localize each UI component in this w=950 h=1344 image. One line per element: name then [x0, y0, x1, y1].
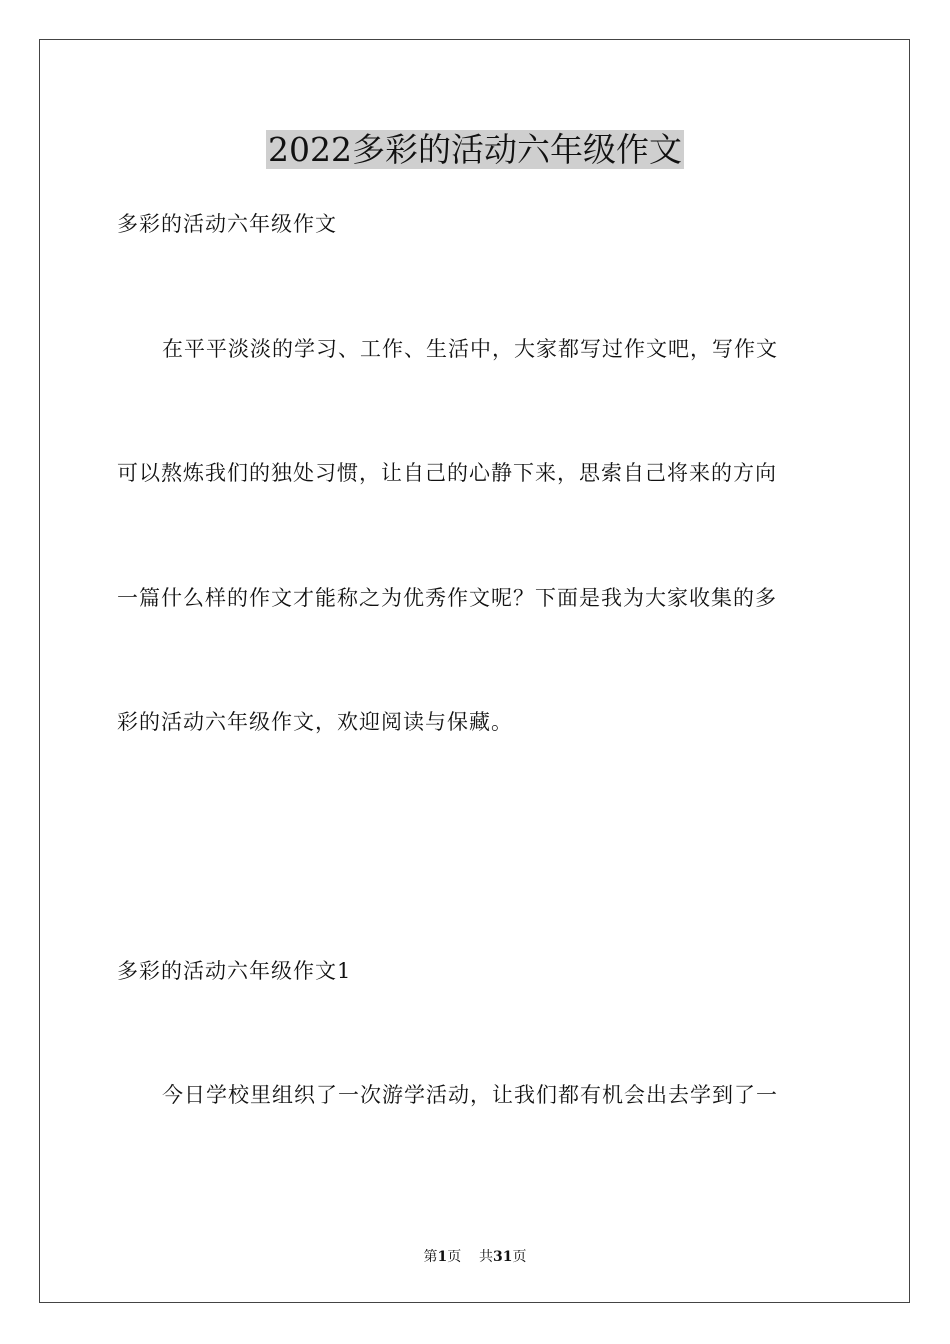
intro-line-1: 在平平淡淡的学习、工作、生活中，大家都写过作文吧，写作文	[162, 337, 778, 361]
footer-total-suffix: 页	[512, 1249, 527, 1265]
footer-total-prefix: 共	[479, 1249, 494, 1265]
section1-line-1: 今日学校里组织了一次游学活动，让我们都有机会出去学到了一	[162, 1083, 778, 1107]
page-footer	[0, 1247, 950, 1267]
document-subtitle: 多彩的活动六年级作文	[117, 212, 337, 236]
section-heading-1: 多彩的活动六年级作文1	[117, 959, 352, 983]
footer-page-suffix: 页	[447, 1249, 462, 1265]
footer-page-prefix: 第	[423, 1249, 438, 1265]
intro-line-4: 彩的活动六年级作文，欢迎阅读与保藏。	[117, 710, 513, 734]
intro-line-2: 可以熬炼我们的独处习惯，让自己的心静下来，思索自己将来的方向	[117, 461, 777, 485]
footer-page-number: 1	[437, 1249, 448, 1265]
footer-total-pages: 31	[493, 1249, 513, 1265]
document-title	[0, 128, 950, 172]
intro-line-3: 一篇什么样的作文才能称之为优秀作文呢？下面是我为大家收集的多	[117, 586, 777, 610]
document-title-text: 2022多彩的活动六年级作文	[268, 130, 682, 169]
